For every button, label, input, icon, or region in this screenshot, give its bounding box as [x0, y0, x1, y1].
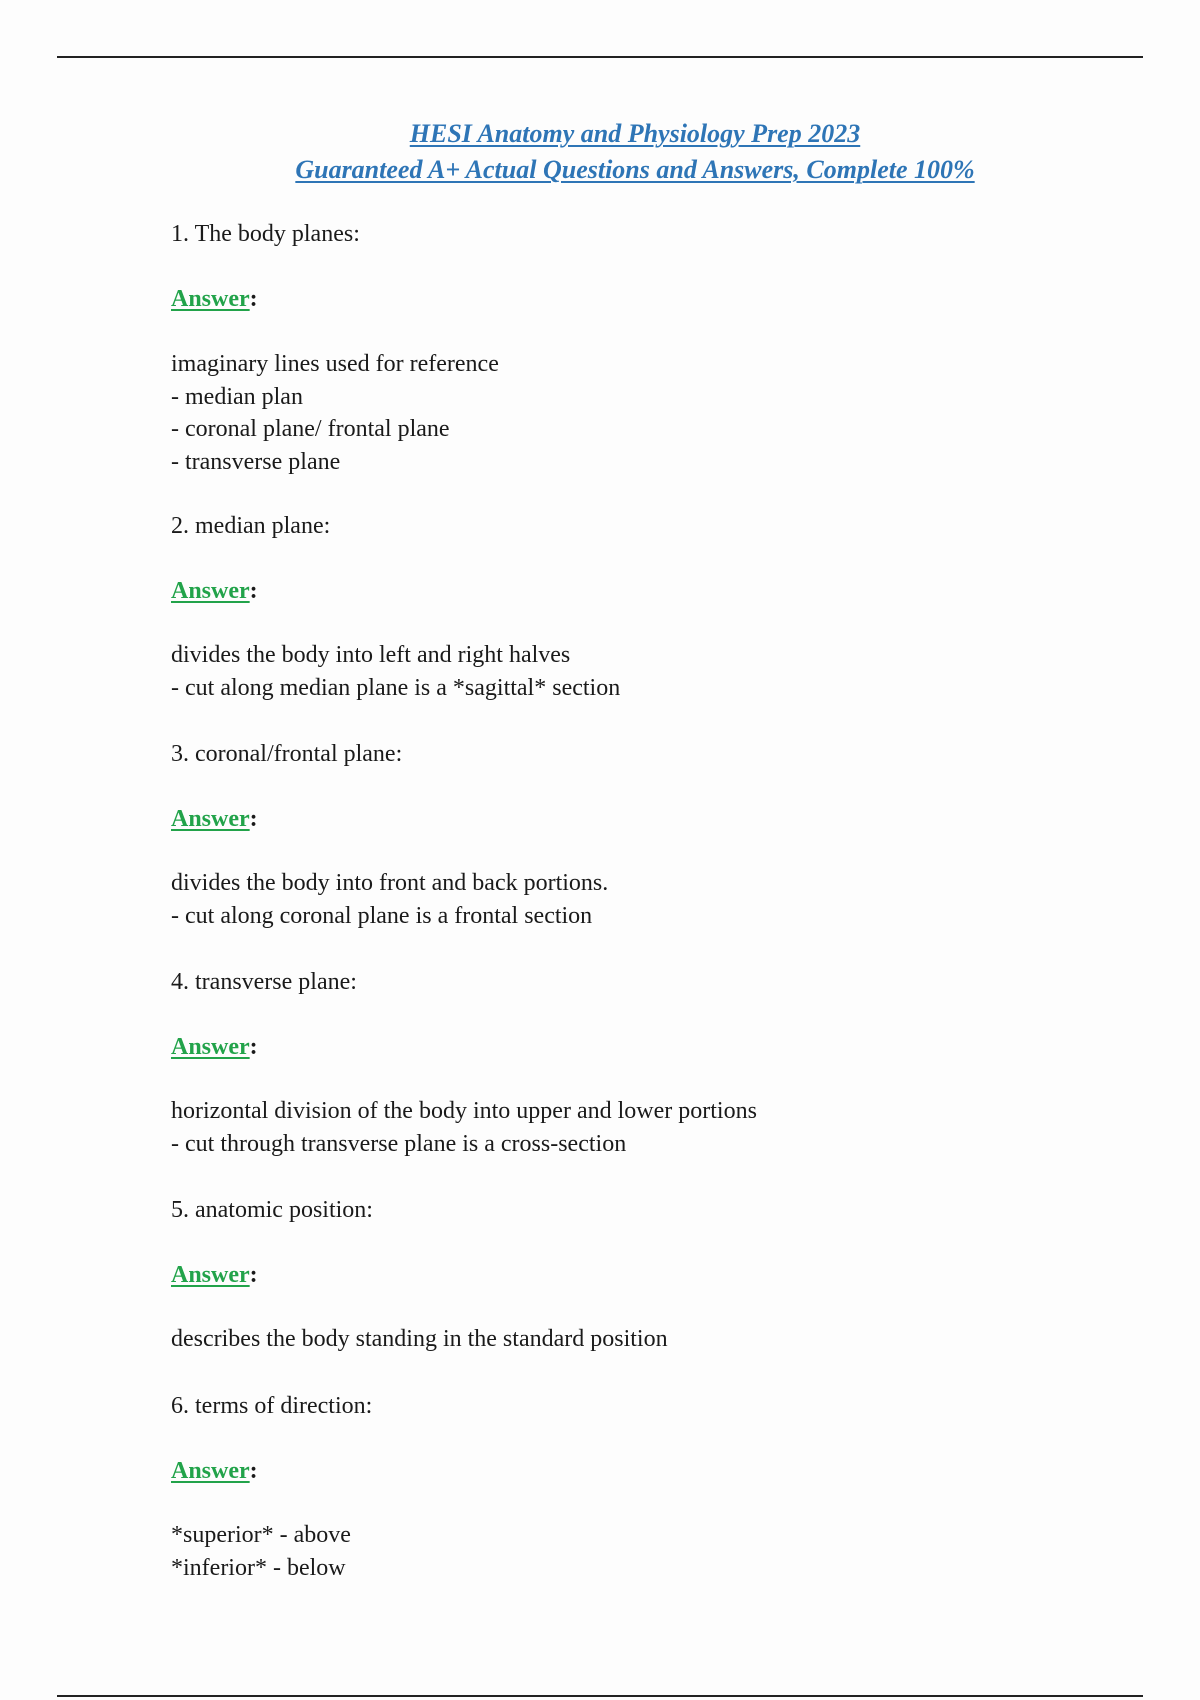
answer-word: Answer: [171, 805, 250, 832]
qa-item-4: [171, 966, 1151, 1160]
qa-item-5: [171, 1194, 1151, 1356]
answer-colon: :: [249, 805, 258, 832]
answer-line: divides the body into left and right halves: [171, 642, 571, 668]
footer-rule: [57, 1695, 1143, 1697]
answer-line: describes the body standing in the standard position: [171, 1326, 668, 1352]
answer-line: *inferior* - below: [171, 1554, 346, 1581]
answer-word: Answer: [171, 285, 250, 312]
title-line-2: Guaranteed A+ Actual Questions and Answers, Complete 100%: [295, 155, 975, 184]
answer-line: imaginary lines used for reference: [171, 351, 499, 377]
answer-word: Answer: [171, 1033, 250, 1060]
answer-line: - median plan: [171, 383, 303, 410]
question-3: 3. coronal/frontal plane:: [171, 741, 403, 767]
answer-body-6: [171, 1519, 1151, 1584]
answer-colon: :: [249, 1261, 258, 1288]
answer-body-5: [171, 1323, 1151, 1356]
qa-item-6: [171, 1390, 1151, 1584]
answer-line: divides the body into front and back portions.: [171, 870, 609, 896]
header-rule: [57, 56, 1143, 58]
answer-colon: :: [249, 285, 258, 312]
answer-label-1: [171, 283, 1151, 316]
answer-body-1: [171, 348, 1151, 478]
answer-body-4: [171, 1095, 1151, 1160]
answer-label-3: [171, 803, 1151, 836]
answer-label-2: [171, 575, 1151, 608]
qa-item-2: [171, 510, 1151, 704]
answer-colon: :: [249, 1033, 258, 1060]
qa-item-1: [171, 218, 1151, 478]
qa-item-3: [171, 738, 1151, 932]
answer-word: Answer: [171, 1261, 250, 1288]
answer-word: Answer: [171, 1457, 250, 1484]
answer-line: *superior* - above: [171, 1522, 351, 1548]
question-6: 6. terms of direction:: [171, 1393, 373, 1419]
answer-line: - transverse plane: [171, 448, 341, 475]
answer-line: - cut along median plane is a *sagittal* section: [171, 674, 621, 701]
question-1: 1. The body planes:: [171, 221, 360, 247]
question-4: 4. transverse plane:: [171, 969, 357, 995]
answer-colon: :: [249, 577, 258, 604]
answer-line: horizontal division of the body into upper and lower portions: [171, 1098, 757, 1124]
answer-word: Answer: [171, 577, 250, 604]
question-5: 5. anatomic position:: [171, 1197, 373, 1223]
answer-body-2: [171, 639, 1151, 704]
answer-line: - cut through transverse plane is a cross-section: [171, 1130, 627, 1157]
answer-label-5: [171, 1259, 1151, 1292]
answer-colon: :: [249, 1457, 258, 1484]
answer-label-4: [171, 1031, 1151, 1064]
answer-label-6: [171, 1455, 1151, 1488]
answer-line: - cut along coronal plane is a frontal section: [171, 902, 593, 929]
answer-body-3: [171, 867, 1151, 932]
question-2: 2. median plane:: [171, 513, 331, 539]
answer-line: - coronal plane/ frontal plane: [171, 416, 450, 442]
document-title: [0, 116, 1200, 188]
title-line-1: HESI Anatomy and Physiology Prep 2023: [409, 119, 861, 148]
